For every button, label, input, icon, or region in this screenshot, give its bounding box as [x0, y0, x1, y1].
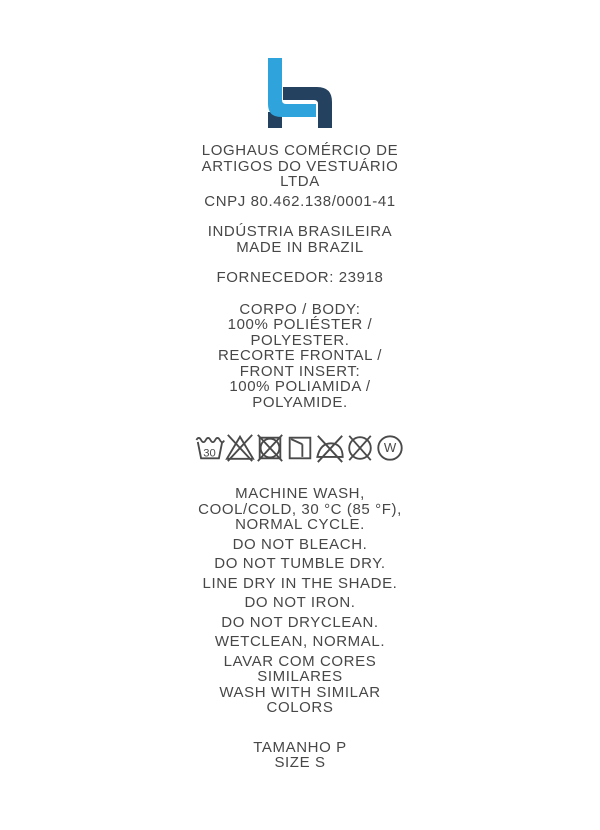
- wetclean-letter: W: [383, 440, 397, 456]
- origin-line-pt: INDÚSTRIA BRASILEIRA: [207, 223, 393, 240]
- wash-temperature-label: 30: [203, 447, 216, 460]
- wetclean-normal-icon: [375, 428, 405, 468]
- size-line-pt: TAMANHO P: [253, 738, 347, 756]
- company-name-line: LTDA: [280, 173, 320, 190]
- composition-line: CORPO / BODY:: [239, 300, 361, 318]
- company-name: [0, 143, 600, 190]
- care-symbols-row: [0, 428, 600, 468]
- do-not-bleach-icon: [225, 428, 255, 468]
- composition-line: POLYAMIDE.: [252, 393, 348, 411]
- care-bleach-instruction: DO NOT BLEACH.: [232, 535, 368, 553]
- care-line: COLORS: [266, 699, 334, 716]
- care-line: LAVAR COM CORES: [223, 652, 377, 670]
- care-line: WASH WITH SIMILAR: [219, 683, 381, 701]
- fabric-composition: [0, 302, 600, 411]
- line-dry-in-shade-icon: [285, 428, 315, 468]
- care-dryclean-instruction: DO NOT DRYCLEAN.: [221, 613, 379, 631]
- size-line-en: SIZE S: [274, 754, 326, 771]
- care-line: NORMAL CYCLE.: [235, 516, 365, 533]
- care-line: MACHINE WASH,: [235, 485, 365, 502]
- do-not-iron-icon: [315, 428, 345, 468]
- care-line: SIMILARES: [257, 668, 343, 685]
- care-line-dry-instruction: LINE DRY IN THE SHADE.: [202, 574, 398, 592]
- origin-line-en: MADE IN BRAZIL: [236, 238, 364, 256]
- care-line: COOL/COLD, 30 °C (85 °F),: [198, 500, 402, 518]
- do-not-tumble-dry-icon: [255, 428, 285, 468]
- company-cnpj: CNPJ 80.462.138/0001-41: [204, 192, 396, 210]
- composition-line: 100% POLIAMIDA /: [229, 378, 371, 395]
- company-name-line: ARTIGOS DO VESTUÁRIO: [201, 157, 399, 175]
- origin: [0, 224, 600, 255]
- care-wetclean-instruction: WETCLEAN, NORMAL.: [214, 633, 386, 650]
- supplier-code: FORNECEDOR: 23918: [216, 269, 384, 286]
- composition-line: FRONT INSERT:: [239, 362, 361, 380]
- machine-wash-30-icon: [195, 428, 225, 468]
- composition-line: RECORTE FRONTAL /: [217, 347, 383, 364]
- care-iron-instruction: DO NOT IRON.: [244, 594, 356, 611]
- care-instructions: [0, 486, 600, 716]
- loghaus-logo: [266, 58, 334, 130]
- size-label: [0, 740, 600, 771]
- company-name-line: LOGHAUS COMÉRCIO DE: [201, 142, 399, 159]
- composition-line: POLYESTER.: [250, 331, 350, 349]
- care-wash-instruction: [0, 486, 600, 533]
- composition-line: 100% POLIÉSTER /: [227, 316, 373, 333]
- care-similar-colors-instruction: [0, 654, 600, 716]
- do-not-dryclean-icon: [345, 428, 375, 468]
- care-tumble-instruction: DO NOT TUMBLE DRY.: [214, 555, 386, 572]
